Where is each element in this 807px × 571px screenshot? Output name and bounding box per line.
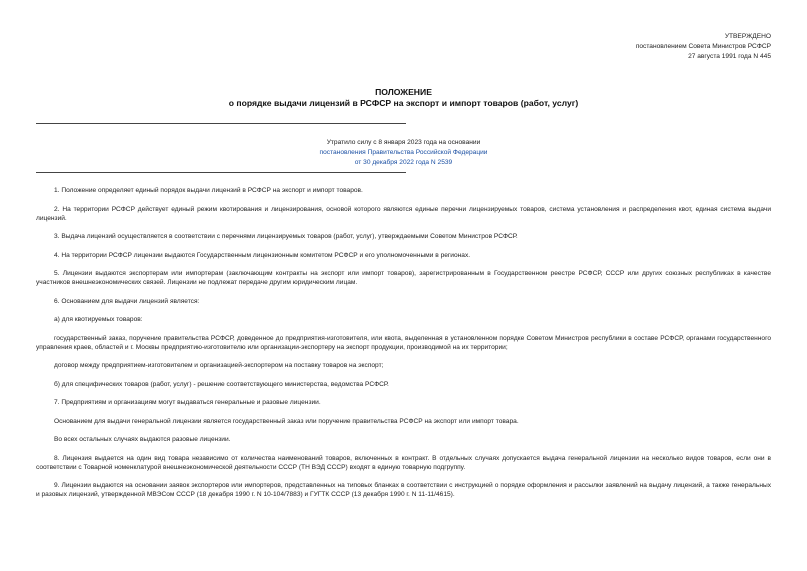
- approval-authority: постановлением Совета Министров РСФСР: [635, 43, 771, 50]
- repeal-decree-date-link[interactable]: от 30 декабря 2022 года N 2539: [354, 159, 453, 166]
- repeal-notice-text: Утратило силу с 8 января 2023 года на основании: [326, 139, 481, 146]
- divider-top: [36, 123, 406, 124]
- document-body: [36, 186, 771, 499]
- paragraph-6a-state-order: государственный заказ, поручение правительства РСФСР, доведенное до предприятия-изготовителя, или квота, выделенная в установленном порядке Советом Министров республики в составе РСФСР, органами государственного управления краев, областей и г. Москвы предприятию-изготовителю или организации-экспортеру на экспорт продукции, производимой на их территории;: [36, 334, 771, 351]
- paragraph-7-general: Основанием для выдачи генеральной лицензии является государственный заказ или поручение правительства РСФСР на экспорт или импорт товара.: [54, 417, 519, 425]
- paragraph-5: 5. Лицензии выдаются экспортерам или импортерам (заключающим контракты на экспорт или импорт товаров), зарегистрированным в Государственном реестре РСФСР, СССР или других союзных республиках в качестве участников внешнеэкономических связей. Лицензии не подлежат передаче другим юридическим лицам.: [36, 270, 771, 286]
- paragraph-1: 1. Положение определяет единый порядок выдачи лицензий в РСФСР на экспорт и импорт товаров.: [54, 187, 363, 194]
- divider-bottom: [36, 172, 406, 173]
- paragraph-3: 3. Выдача лицензий осуществляется в соответствии с перечнями лицензируемых товаров (работ, услуг), утверждаемыми Советом Министров РСФСР.: [54, 233, 518, 240]
- paragraph-7-single: Во всех остальных случаях выдаются разовые лицензии.: [54, 436, 231, 443]
- paragraph-9: 9. Лицензии выдаются на основании заявок экспортеров или импортеров, представленных на типовых бланках в соответствии с инструкцией о порядке оформления и рассылки заявлений на выдачу лицензий, а также генеральных и разовых лицензий, утвержденной МВЭСом СССР (18 декабря 1990 г. N 10-104/7883) и ГУГТК СССР (13 декабря 1990 г. N 11-11/4615).: [36, 482, 771, 498]
- paragraph-6b: б) для специфических товаров (работ, услуг) - решение соответствующего министерства, ведомства РСФСР.: [54, 380, 389, 388]
- paragraph-8: 8. Лицензия выдается на один вид товара независимо от количества наименований товаров, включенных в контракт. В отдельных случаях допускается выдача генеральной лицензии на несколько видов товаров, если они в соответствии с Товарной номенклатурой внешнеэкономической деятельности СССР (ТН ВЭД СССР) входят в единую товарную подгруппу.: [36, 454, 771, 471]
- approval-stamp: [636, 32, 771, 62]
- document-title-subtitle: о порядке выдачи лицензий в РСФСР на экспорт и импорт товаров (работ, услуг): [228, 98, 579, 108]
- paragraph-4: 4. На территории РСФСР лицензии выдаются Государственным лицензионным комитетом РСФСР и его уполномоченными в регионах.: [54, 251, 471, 259]
- paragraph-7: 7. Предприятиям и организациям могут выдаваться генеральные и разовые лицензии.: [54, 399, 321, 406]
- approval-date: 27 августа 1991 года N 445: [688, 53, 771, 60]
- paragraph-6a: а) для квотируемых товаров:: [54, 316, 143, 323]
- paragraph-6: 6. Основанием для выдачи лицензий является:: [54, 297, 200, 305]
- repeal-decree-link[interactable]: постановления Правительства Российской Федерации: [319, 149, 488, 156]
- paragraph-6a-contract: договор между предприятием-изготовителем и организацией-экспортером на поставку товаров на экспорт;: [54, 362, 384, 369]
- approval-status: УТВЕРЖДЕНО: [724, 33, 771, 40]
- repeal-notice: [0, 138, 807, 168]
- document-title: [0, 87, 807, 109]
- paragraph-2: 2. На территории РСФСР действует единый режим квотирования и лицензирования, основой которого являются единые перечни лицензируемых товаров, система установления и распределения квот, единая система выдачи лицензий.: [36, 205, 771, 222]
- document-title-main: ПОЛОЖЕНИЕ: [375, 87, 432, 97]
